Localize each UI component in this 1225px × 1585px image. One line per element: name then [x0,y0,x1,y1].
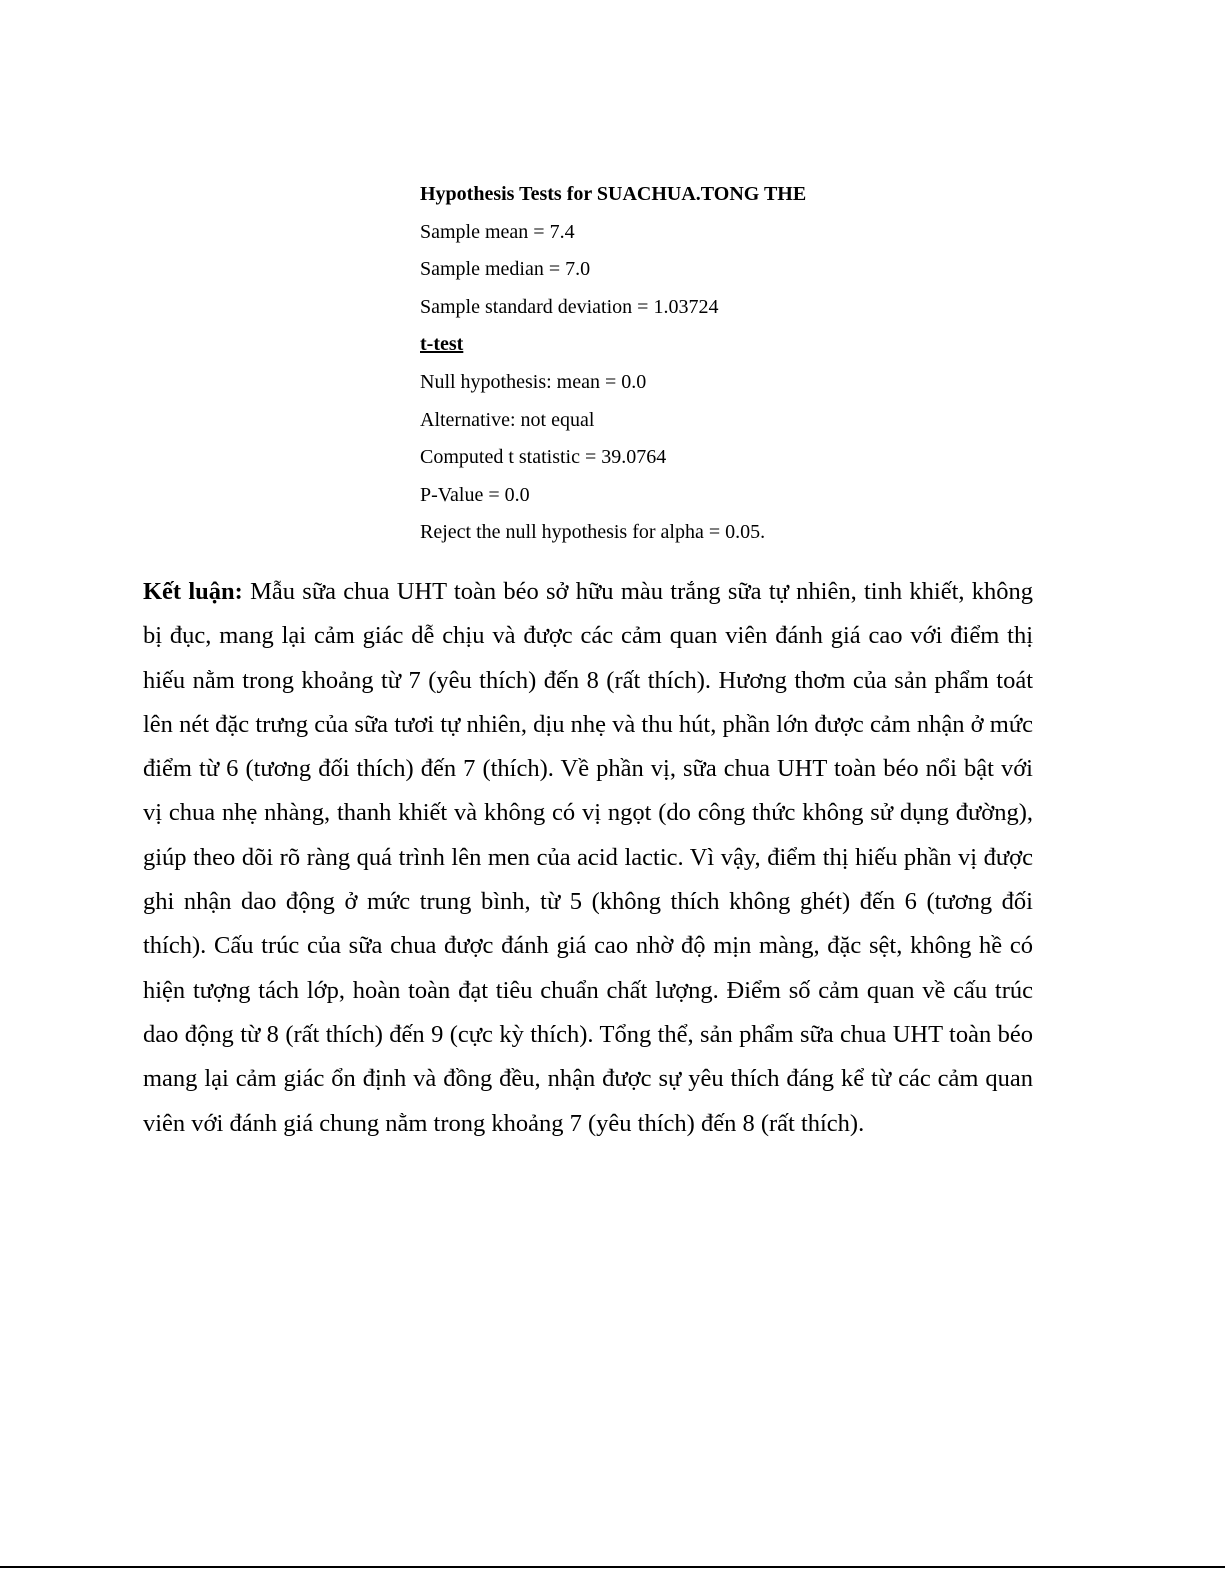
test-decision: Reject the null hypothesis for alpha = 0.05. [420,521,766,544]
sample-standard-deviation: Sample standard deviation = 1.03724 [420,295,719,318]
alternative-hypothesis: Alternative: not equal [420,408,595,431]
sample-median: Sample median = 7.0 [420,258,591,281]
hypothesis-test-output [420,176,940,552]
conclusion-paragraph [143,570,1033,1146]
p-value: P-Value = 0.0 [420,483,530,506]
conclusion-text: Mẫu sữa chua UHT toàn béo sở hữu màu trắng sữa tự nhiên, tinh khiết, không bị đục, mang lại cảm giác dễ chịu và được các cảm quan viên đánh giá cao với điểm thị hiếu nằm trong khoảng từ 7 (yêu thích) đến 8 (rất thích). Hương thơm của sản phẩm toát lên nét đặc trưng của sữa tươi tự nhiên, dịu nhẹ và thu hút, phần lớn được cảm nhận ở mức điểm từ 6 (tương đối thích) đến 7 (thích). Về phần vị, sữa chua UHT toàn béo nổi bật với vị chua nhẹ nhàng, thanh khiết và không có vị ngọt (do công thức không sử dụng đường), giúp theo dõi rõ ràng quá trình lên men của acid lactic. Vì vậy, điểm thị hiếu phần vị được ghi nhận dao động ở mức trung bình, từ 5 (không thích không ghét) đến 6 (tương đối thích). Cấu trúc của sữa chua được đánh giá cao nhờ độ mịn màng, đặc sệt, không hề có hiện tượng tách lớp, hoàn toàn đạt tiêu chuẩn chất lượng. Điểm số cảm quan về cấu trúc dao động từ 8 (rất thích) đến 9 (cực kỳ thích). Tổng thể, sản phẩm sữa chua UHT toàn béo mang lại cảm giác ổn định và đồng đều, nhận được sự yêu thích đáng kể từ các cảm quan viên với đánh giá chung nằm trong khoảng 7 (yêu thích) đến 8 (rất thích). [143,578,1034,1137]
hypothesis-test-title: Hypothesis Tests for SUACHUA.TONG THE [420,183,807,205]
ttest-heading: t-test [420,333,464,356]
sample-mean: Sample mean = 7.4 [420,220,575,243]
conclusion-label: Kết luận: [143,578,243,605]
null-hypothesis: Null hypothesis: mean = 0.0 [420,370,647,393]
page-bottom-rule [0,1566,1225,1568]
t-statistic: Computed t statistic = 39.0764 [420,446,667,469]
